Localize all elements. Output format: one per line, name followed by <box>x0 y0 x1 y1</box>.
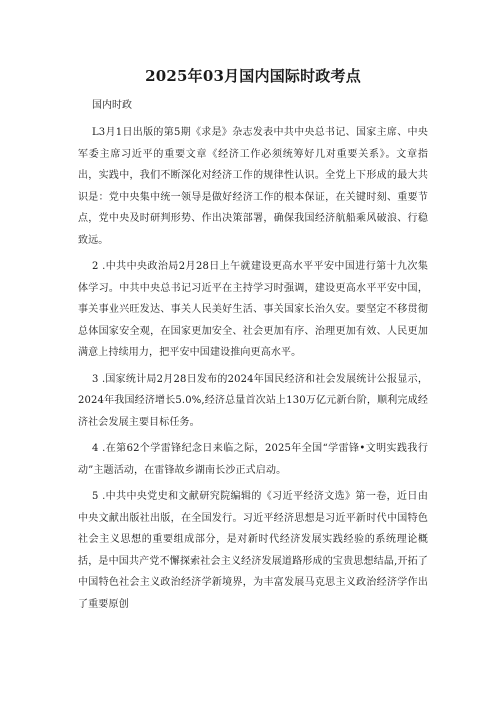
paragraph-4: 4 .在第62个学雷锋纪念日来临之际，2025年全国“学雷锋•文明实践我行动”主题活动，在雷锋故乡湖南长沙正式启动。 <box>78 443 428 476</box>
paragraph-1: L3月1日出版的第5期《求是》杂志发表中共中央总书记、国家主席、中央军委主席习近平的重要文章《经济工作必须统筹好几对重要关系》。文章指出，实践中，我们不断深化对经济工作的规律性认识。全党上下形成的最大共识是：党中央集中统一领导是做好经济工作的根本保证，在关键时刻、重要节点，党中央及时研判形势、作出决策部署，确保我国经济航船乘风破浪、行稳致远。 <box>78 127 428 246</box>
paragraph-3: 3 .国家统计局2月28日发布的2024年国民经济和社会发展统计公报显示，2024年我国经济增长5.0%,经济总量首次站上130万亿元新台阶，顺利完成经济社会发展主要目标任务。 <box>78 373 428 428</box>
section-heading: 国内时政 <box>92 100 132 111</box>
paragraph-5: 5 .中共中央党史和文献研究院编辑的《习近平经济文选》第一卷，近日由中央文献出版社出版，在全国发行。习近平经济思想是习近平新时代中国特色社会主义思想的重要组成部分，是对新时代经济发展实践经验的系统理论概括，是中国共产党不懈探索社会主义经济发展道路形成的宝贵思想结晶,开拓了中国特色社会主义政治经济学新境界，为丰富发展马克思主义政治经济学作出了重要原创 <box>78 491 428 610</box>
paragraph-2: 2 .中共中央政治局2月28日上午就建设更高水平平安中国进行第十九次集体学习。中共中央总书记习近平在主持学习时强调，建设更高水平平安中国，事关事业兴旺发达、事关人民美好生活、事关国家长治久安。要坚定不移贯彻总体国家安全观，在国家更加安全、社会更加有序、治理更加有效、人民更加满意上持续用力，把平安中国建设推向更高水平。 <box>78 261 428 358</box>
document-title: 2025年03月国内国际时政考点 <box>145 67 361 85</box>
